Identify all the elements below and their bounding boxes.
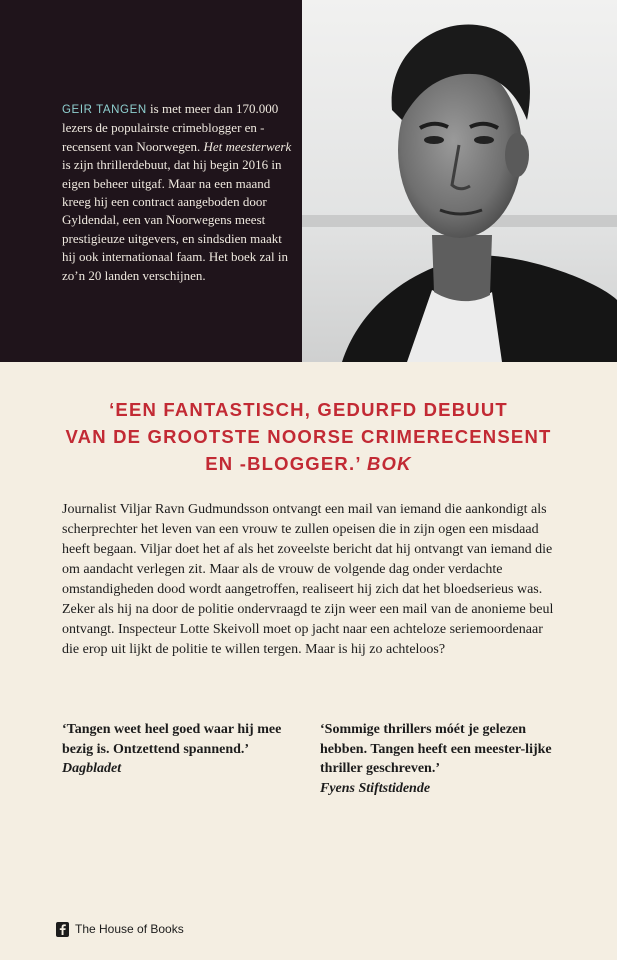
review-quote-text: ‘Sommige thrillers móét je gelezen hebben. Tangen heeft een meester-lijke thriller geschreven.’ bbox=[320, 722, 552, 776]
review-quote-source: Fyens Stiftstidende bbox=[320, 780, 431, 796]
review-quote-1 bbox=[62, 720, 312, 779]
author-portrait-image bbox=[302, 0, 617, 362]
review-quote-text: ‘Tangen weet heel goed waar hij mee bezig is. Ontzettend spannend.’ bbox=[62, 722, 282, 757]
author-bio-panel bbox=[0, 0, 302, 362]
tagline-source: BOK bbox=[367, 453, 412, 474]
cover-top bbox=[0, 0, 617, 362]
tagline-line-3 bbox=[0, 450, 617, 477]
publisher-logo-icon bbox=[56, 922, 69, 937]
author-bio bbox=[62, 100, 294, 285]
tagline-line-3-text: EN -BLOGGER.’ bbox=[205, 453, 361, 474]
review-tagline bbox=[0, 396, 617, 477]
tagline-line-2: VAN DE GROOTSTE NOORSE CRIMERECENSENT bbox=[65, 426, 552, 447]
publisher bbox=[56, 920, 184, 938]
review-quote-source: Dagbladet bbox=[62, 761, 122, 776]
review-quote-2 bbox=[320, 720, 570, 798]
synopsis: Journalist Viljar Ravn Gudmundsson ontvangt een mail van iemand die aankondigt als scherprechter het leven van een vrouw te zullen opeisen die in zijn ogen een misdaad heeft begaan. Viljar doet het af als het zoveelste bericht dat hij ontvangt van iemand die om aandacht verlegen zit. Maar als de vrouw de volgende dag onder verdachte omstandigheden dood wordt aangetroffen, realiseert hij zich dat het bloedserieus was. Zeker als hij na door de politie ondervraagd te zijn weer een mail van de anonieme beul ontvangt. Inspecteur Lotte Skeivoll moet op jacht naar een achteloze seriemoordenaar die erop uit lijkt de politie te willen tergen. Maar is hij zo achteloos? bbox=[62, 502, 554, 657]
bio-text-2: is zijn thrillerdebuut, dat hij begin 2016 in eigen beheer uitgaf. Maar na een maand kreeg hij een contract aangeboden door Gyldendal, een van Noorwegens meest prestigieuze uitgevers, en sindsdien maakt hij ook internationaal faam. Het boek zal in zo’n 20 landen verschijnen. bbox=[62, 157, 288, 283]
tagline-line-1: ‘EEN FANTASTISCH, GEDURFD DEBUUT bbox=[109, 399, 508, 420]
author-photo bbox=[302, 0, 617, 362]
publisher-name: The House of Books bbox=[75, 922, 184, 936]
bio-text-1: is met meer dan 170.000 lezers de populairste crimeblogger en -recensent van Noorwegen. bbox=[62, 101, 279, 154]
book-title: Het meesterwerk bbox=[203, 138, 292, 154]
author-name: GEIR TANGEN bbox=[62, 104, 147, 116]
